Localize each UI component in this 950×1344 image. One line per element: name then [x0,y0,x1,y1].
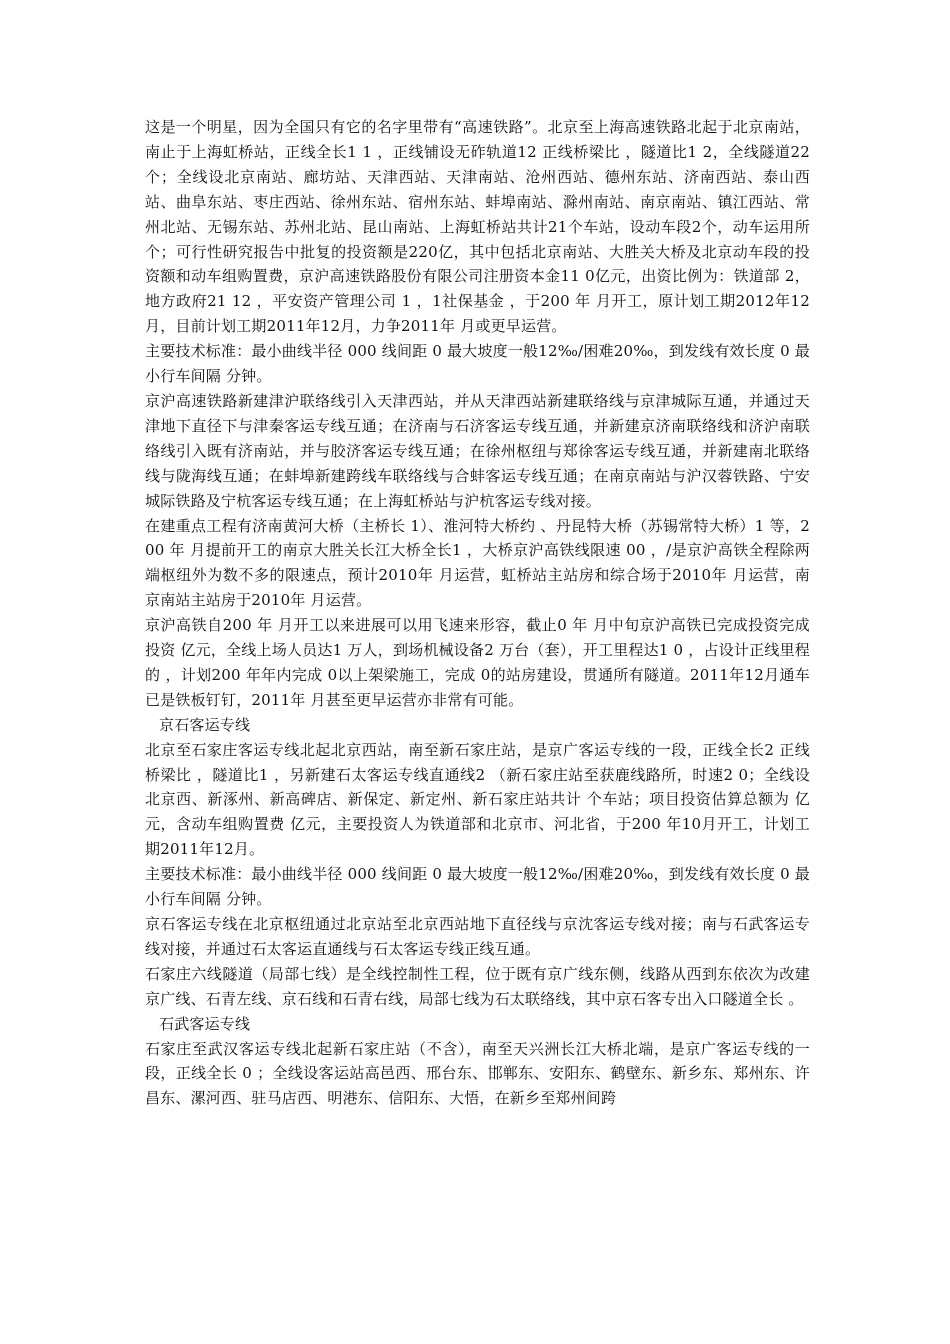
paragraph-jingshi-standards: 主要技术标准：最小曲线半径 000 线间距 0 最大坡度一般12‰/困难20‰，到发线有效长度 0 最小行车间隔 分钟。 [145,865,811,909]
paragraph-jinghu-standards: 主要技术标准：最小曲线半径 000 线间距 0 最大坡度一般12‰/困难20‰，到发线有效长度 0 最小行车间隔 分钟。 [145,342,811,386]
paragraph-jinghu-connections: 京沪高速铁路新建津沪联络线引入天津西站，并从天津西站新建联络线与京津城际互通，并通过天津地下直径下与津秦客运专线互通；在济南与石济客运专线互通，并新建京济南联络线和济沪南联络线引入既有济南站，并与胶济客运专线互通；在徐州枢纽与郑徐客运专线互通，并新建南北联络线与陇海线互通；在蚌埠新建跨线车联络线与合蚌客运专线互通；在南京南站与沪汉蓉铁路、宁安城际铁路及宁杭客运专线互通；在上海虹桥站与沪杭客运专线对接。 [145,391,810,510]
section-heading-jingshi: 京石客运专线 [159,715,251,734]
document-page [145,115,815,1111]
paragraph-shiwu-overview: 石家庄至武汉客运专线北起新石家庄站（不含），南至天兴洲长江大桥北端，是京广客运专线的一段，正线全长 0 ；全线设客运站高邑西、邢台东、邯郸东、安阳东、鹤壁东、新乡东、郑州东、许昌东、漯河西、驻马店西、明港东、信阳东、大悟，在新乡至郑州间跨 [145,1039,810,1108]
paragraph-jinghu-key-projects: 在建重点工程有济南黄河大桥（主桥长 1）、淮河特大桥约 、丹昆特大桥（苏锡常特大桥）1 等，200 年 月提前开工的南京大胜关长江大桥全长1 ，大桥京沪高铁线限速 00 ，/是京沪高铁全程除两端枢纽外为数不多的限速点，预计2010年 月运营，虹桥站主站房和综合场于2010年 月运营，南京南站主站房于2010年 月运营。 [145,516,810,610]
paragraph-jingshi-overview: 北京至石家庄客运专线北起北京西站，南至新石家庄站，是京广客运专线的一段，正线全长2 正线桥梁比 ，隧道比1 ，另新建石太客运专线直通线2 （新石家庄站至获鹿线路所，时速2 0；全线设北京西、新涿州、新高碑店、新保定、新定州、新石家庄站共计 个车站；项目投资估算总额为 亿元，含动车组购置费 亿元，主要投资人为铁道部和北京市、河北省，于200 年10月开工，计划工期2011年12月。 [145,740,810,859]
paragraph-jinghu-progress: 京沪高铁自200 年 月开工以来进展可以用飞速来形容，截止0 年 月中旬京沪高铁已完成投资完成投资 亿元，全线上场人员达1 万人，到场机械设备2 万台（套），开工里程达1 0 ，占设计正线里程的 ，计划200 年年内完成 0以上架梁施工，完成 0的站房建设，贯通所有隧道。2011年12月通车已是铁板钉钉，2011年 月甚至更早运营亦非常有可能。 [145,616,810,709]
section-heading-shiwu: 石武客运专线 [159,1014,251,1033]
paragraph-jingshi-tunnel: 石家庄六线隧道（局部七线）是全线控制性工程，位于既有京广线东侧，线路从西到东依次为改建京广线、石青左线、京石线和石青右线，局部七线为石太联络线，其中京石客专出入口隧道全长 。 [145,964,810,1008]
paragraph-jingshi-connections: 京石客运专线在北京枢纽通过北京站至北京西站地下直径线与京沈客运专线对接；南与石武客运专线对接，并通过石太客运直通线与石太客运专线正线互通。 [145,915,810,958]
paragraph-jinghu-overview: 这是一个明星，因为全国只有它的名字里带有“高速铁路”。北京至上海高速铁路北起于北京南站，南止于上海虹桥站，正线全长1 1 ，正线铺设无砟轨道12 正线桥梁比 ，隧道比1 2，全线隧道22个；全线设北京南站、廊坊站、天津西站、天津南站、沧州西站、德州东站、济南西站、泰山西站、曲阜东站、枣庄西站、徐州东站、宿州东站、蚌埠南站、滁州南站、南京南站、镇江西站、常州北站、无锡东站、苏州北站、昆山南站、上海虹桥站共计21个车站，设动车段2个，动车运用所 个；可行性研究报告中批复的投资额是220亿，其中包括北京南站、大胜关大桥及北京动车段的投资额和动车组购置费，京沪高速铁路股份有限公司注册资本金11 0亿元，出资比例为：铁道部 2，地方政府21 12 ，平安资产管理公司 1 ，1社保基金 ，于200 年 月开工，原计划工期2012年12月，目前计划工期2011年12月，力争2011年 月或更早运营。 [145,118,815,336]
